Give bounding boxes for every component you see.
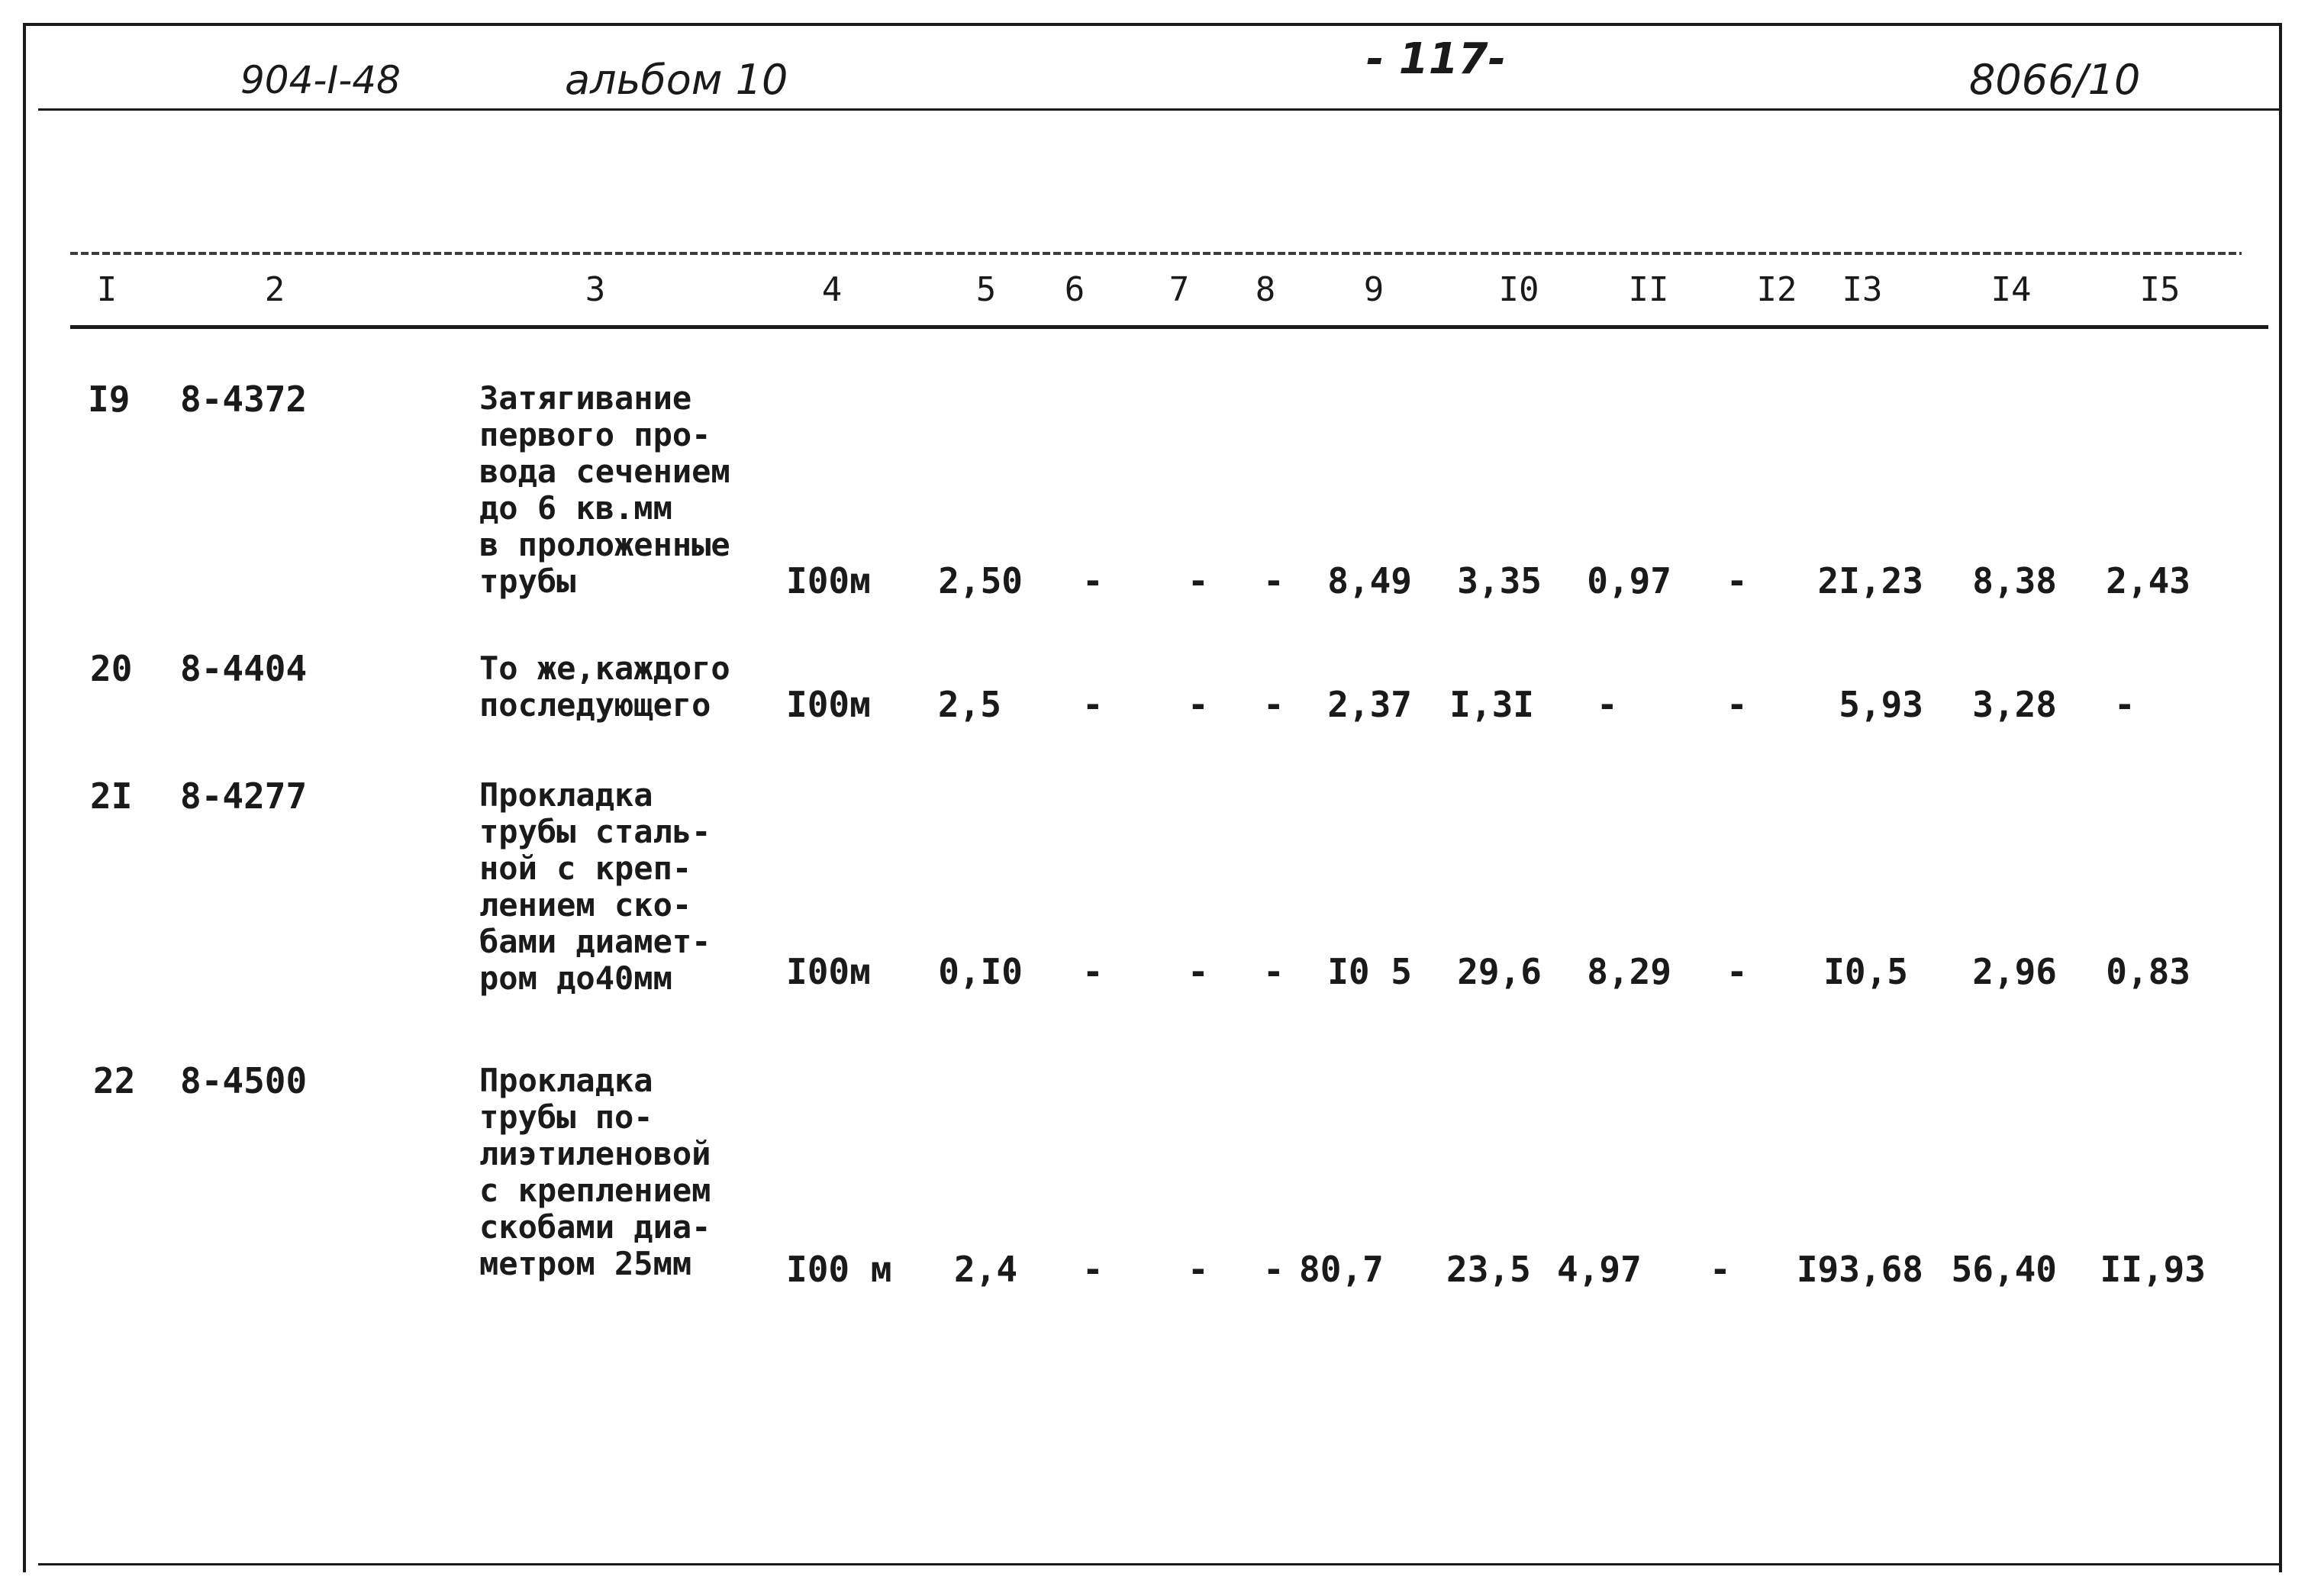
cell-col5: 2,50 bbox=[938, 560, 1023, 601]
cell-col6: - bbox=[1082, 684, 1104, 725]
col-header-11: II bbox=[1628, 270, 1669, 309]
header-bottom-rule bbox=[70, 325, 2268, 329]
cell-col10: 29,6 bbox=[1457, 951, 1542, 992]
cell-col10: 23,5 bbox=[1446, 1249, 1531, 1290]
item-description: Прокладка трубы по- лиэтиленовой с креплением скобами диа- метром 25мм bbox=[479, 1062, 711, 1282]
cell-col5: 2,4 bbox=[954, 1249, 1018, 1290]
row-number: 20 bbox=[90, 648, 133, 689]
cell-col15: 2,43 bbox=[2106, 560, 2190, 601]
item-code: 8-4277 bbox=[180, 775, 308, 817]
col-header-5: 5 bbox=[975, 270, 997, 309]
cell-col7: - bbox=[1188, 1249, 1209, 1290]
cell-col13: I0,5 bbox=[1823, 951, 1908, 992]
cell-col12: - bbox=[1726, 684, 1748, 725]
cell-col11: 0,97 bbox=[1587, 560, 1671, 601]
col-header-9: 9 bbox=[1363, 270, 1384, 309]
doc-code: 904-I-48 bbox=[240, 58, 401, 102]
cell-col11: 8,29 bbox=[1587, 951, 1671, 992]
col-header-2: 2 bbox=[264, 270, 285, 309]
cell-col8: - bbox=[1263, 684, 1285, 725]
cell-col8: - bbox=[1263, 951, 1285, 992]
unit: I00м bbox=[786, 684, 871, 725]
unit: I00 м bbox=[786, 1249, 892, 1290]
item-description: Прокладка трубы сталь- ной с креп- лением ско- бами диамет- ром до40мм bbox=[479, 776, 711, 997]
cell-col15: 0,83 bbox=[2106, 951, 2190, 992]
cell-col13: 5,93 bbox=[1839, 684, 1923, 725]
cell-col12: - bbox=[1726, 951, 1748, 992]
cell-col15: - bbox=[2114, 684, 2136, 725]
cell-col5: 0,I0 bbox=[938, 951, 1023, 992]
cell-col10: 3,35 bbox=[1457, 560, 1542, 601]
cell-col7: - bbox=[1188, 560, 1209, 601]
item-description: Затягивание первого про- вода сечением до 6 кв.мм в проложенные трубы bbox=[479, 379, 730, 600]
col-header-13: I3 bbox=[1842, 270, 1883, 309]
cell-col7: - bbox=[1188, 684, 1209, 725]
frame-bottom-border bbox=[38, 1563, 2282, 1565]
frame-right-border bbox=[2279, 23, 2282, 1572]
row-number: 2I bbox=[90, 775, 133, 817]
item-code: 8-4500 bbox=[180, 1060, 308, 1101]
doc-number: 8066/10 bbox=[1969, 56, 2141, 104]
cell-col13: 2I,23 bbox=[1817, 560, 1923, 601]
col-header-14: I4 bbox=[1990, 270, 2032, 309]
header-divider bbox=[38, 108, 2282, 111]
cell-col14: 56,40 bbox=[1951, 1249, 2057, 1290]
cell-col6: - bbox=[1082, 951, 1104, 992]
row-number: 22 bbox=[93, 1060, 136, 1101]
cell-col12: - bbox=[1710, 1249, 1731, 1290]
cell-col6: - bbox=[1082, 1249, 1104, 1290]
cell-col7: - bbox=[1188, 951, 1209, 992]
col-header-8: 8 bbox=[1255, 270, 1276, 309]
cell-col15: II,93 bbox=[2100, 1249, 2206, 1290]
item-code: 8-4372 bbox=[180, 379, 308, 420]
col-header-15: I5 bbox=[2139, 270, 2181, 309]
unit: I00м bbox=[786, 951, 871, 992]
col-header-6: 6 bbox=[1064, 270, 1085, 309]
cell-col8: - bbox=[1263, 1249, 1285, 1290]
cell-col9: 2,37 bbox=[1327, 684, 1412, 725]
cell-col13: I93,68 bbox=[1796, 1249, 1923, 1290]
cell-col6: - bbox=[1082, 560, 1104, 601]
col-header-3: 3 bbox=[585, 270, 606, 309]
cell-col5: 2,5 bbox=[937, 684, 1001, 725]
unit: I00м bbox=[786, 560, 871, 601]
cell-col14: 3,28 bbox=[1972, 684, 2057, 725]
cell-col14: 8,38 bbox=[1972, 560, 2057, 601]
item-description: То же,каждого последующего bbox=[479, 650, 730, 724]
cell-col9: 80,7 bbox=[1299, 1249, 1384, 1290]
album-label: альбом 10 bbox=[565, 56, 788, 104]
cell-col9: I0 5 bbox=[1327, 951, 1412, 992]
item-code: 8-4404 bbox=[180, 648, 308, 689]
cell-col11: 4,97 bbox=[1557, 1249, 1642, 1290]
row-number: I9 bbox=[88, 379, 131, 420]
frame-top-border bbox=[23, 23, 2282, 26]
col-header-4: 4 bbox=[821, 270, 843, 309]
cell-col12: - bbox=[1726, 560, 1748, 601]
cell-col10: I,3I bbox=[1449, 684, 1534, 725]
col-header-12: I2 bbox=[1756, 270, 1797, 309]
cell-col9: 8,49 bbox=[1327, 560, 1412, 601]
page-number: - 117- bbox=[1366, 34, 1506, 84]
header-rule bbox=[70, 252, 2242, 255]
cell-col14: 2,96 bbox=[1972, 951, 2057, 992]
frame-left-border bbox=[23, 23, 26, 1572]
cell-col8: - bbox=[1263, 560, 1285, 601]
cell-col11: - bbox=[1597, 684, 1618, 725]
col-header-1: I bbox=[96, 270, 118, 309]
col-header-7: 7 bbox=[1169, 270, 1190, 309]
col-header-10: I0 bbox=[1498, 270, 1539, 309]
